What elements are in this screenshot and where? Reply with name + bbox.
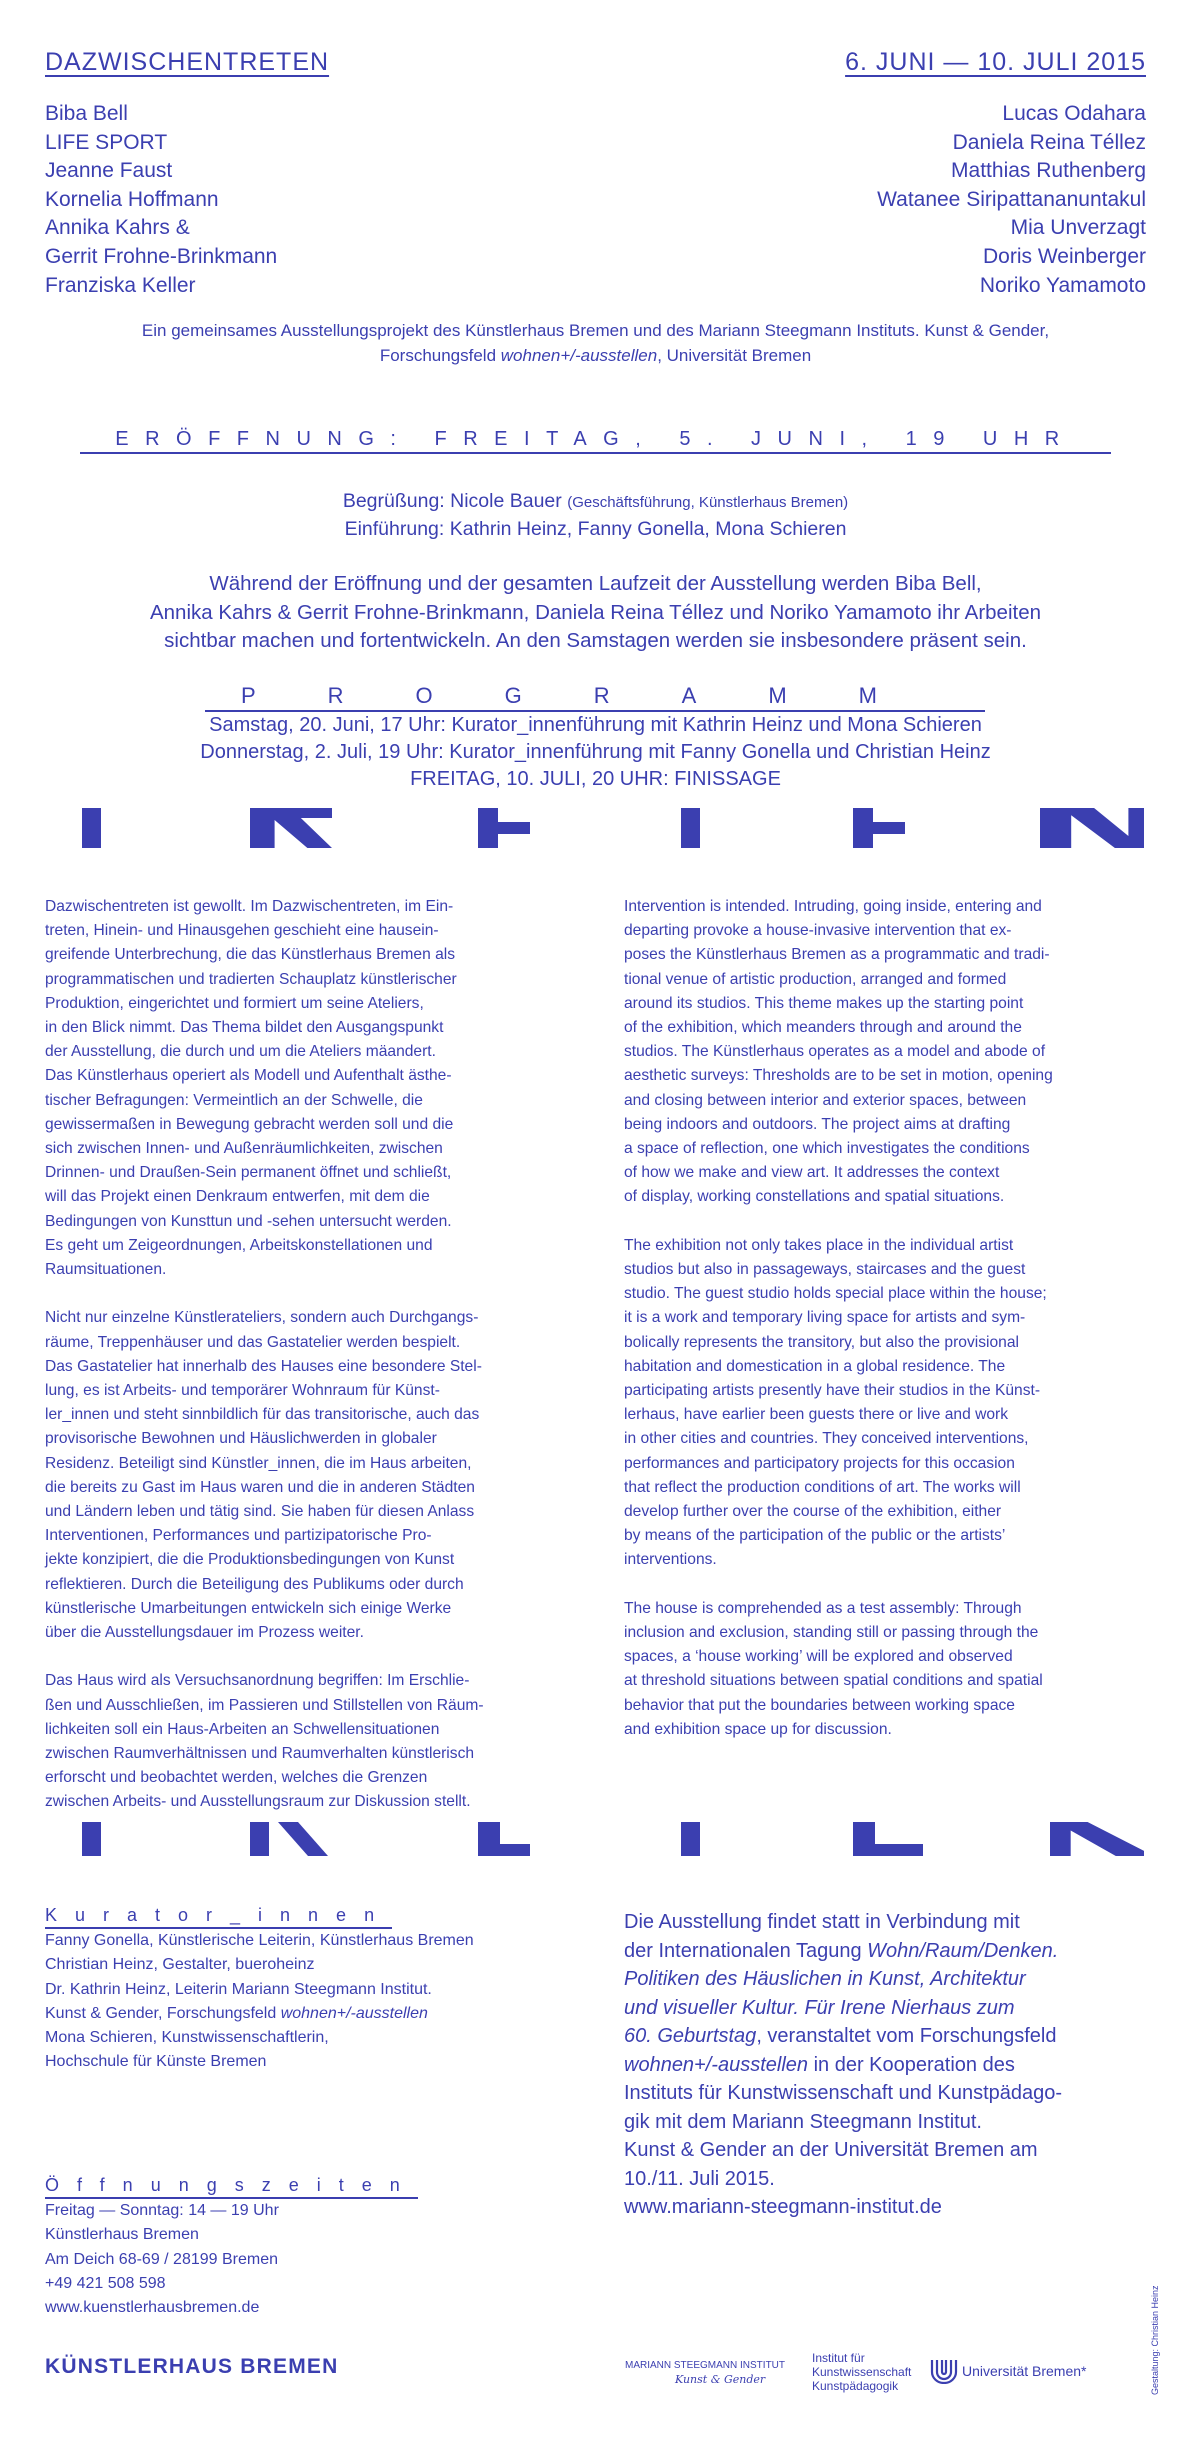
program-item: Donnerstag, 2. Juli, 19 Uhr: Kurator_innenführung mit Fanny Gonella und Christian Heinz xyxy=(200,741,991,763)
venue-phone: +49 421 508 598 xyxy=(45,2274,166,2292)
opening-speakers xyxy=(60,488,1131,543)
artist-list-left xyxy=(45,100,277,300)
artist-name: Watanee Siripattananuntakul xyxy=(877,187,1146,211)
design-credit: Gestaltung: Christian Heinz xyxy=(1150,2285,1160,2395)
university-emblem-icon xyxy=(930,2358,958,2384)
intro-line: Forschungsfeld wohnen+/-ausstellen, Universität Bremen xyxy=(379,346,812,365)
paragraph: Nicht nur einzelne Künstlerateliers, sondern auch Durchgangs- räume, Treppenhäuser und das Gastatelier werden bespielt. Das Gastatelier hat innerhalb des Hauses eine besondere Stel- lung, es ist Arbeits- und temporärer Wohnraum für Künst- ler_innen und steht sinnbildlich für das transitorische, auch das provisorische Bewohnen und Häuslichwerden in globaler Residenz. Beteiligt sind Künstler_innen, die im Haus arbeiten, die bereits zu Gast im Haus waren und die in anderen Städten und Ländern leben und tätig sind. Sie haben für diesen Anlass Interventionen, Performances und partizipatorische Pro- jekte konzipiert, die die Produktionsbedingungen von Kunst reflektieren. Durch die Beteiligung des Publikums oder durch künstlerische Umarbeitungen entwickeln sich einige Werke über die Ausstellungsdauer im Prozess weiter. xyxy=(45,1309,482,1642)
paragraph: The house is comprehended as a test assembly: Through inclusion and exclusion, standing still or passing through the spaces, a ‘house working’ will be explored and observed at threshold situations between spatial conditions and spatial behavior that put the boundaries between working space and exhibition space up for discussion. xyxy=(624,1599,1043,1738)
artist-name: Annika Kahrs & xyxy=(45,216,190,240)
artist-name: Daniela Reina Téllez xyxy=(952,130,1146,154)
text-column-english xyxy=(624,895,1144,1766)
venue-address: Am Deich 68-69 / 28199 Bremen xyxy=(45,2250,279,2268)
welcome-note: (Geschäftsführung, Künstlerhaus Bremen) xyxy=(567,494,849,511)
artist-name: Jeanne Faust xyxy=(45,159,173,183)
project-intro xyxy=(60,318,1131,368)
paragraph: Intervention is intended. Intruding, going inside, entering and departing provoke a house-invasive intervention that ex- poses the Künstlerhaus Bremen as a programmatic and tradi- tional venue of artistic production, arranged and formed around its studios. This theme makes up the starting point of the exhibition, which meanders through and around the studios. The Künstlerhaus operates as a model and abode of aesthetic surveys: Thresholds are to be set in motion, opening and closing between interior and exterior spaces, between being indoors and outdoors. The project aims at drafting a space of reflection, one which investigates the conditions of how we make and view art. It addresses the context of display, working constellations and spatial situations. xyxy=(624,898,1053,1206)
program-heading: PROGRAMM xyxy=(205,683,985,712)
opening-hours-heading: Öffnungszeiten xyxy=(45,2173,418,2199)
university-bremen-logo: Universität Bremen* xyxy=(930,2358,1087,2384)
artist-name: Doris Weinberger xyxy=(982,244,1146,268)
program-item: FREITAG, 10. JULI, 20 UHR: FINISSAGE xyxy=(410,768,781,790)
paragraph: Das Haus wird als Versuchsanordnung begriffen: Im Erschlie- ßen und Ausschließen, im Passieren und Stillstellen von Räum- lichkeiten soll ein Haus-Arbeiten an Schwellensituationen zwischen Raumverhältnissen und Raumverhalten künstlerisch erforscht und beobachtet werden, welches die Grenzen zwischen Arbeits- und Ausstellungsraum zur Diskussion stellt. xyxy=(45,1672,484,1811)
artist-name: Biba Bell xyxy=(45,102,128,125)
opening-heading: ERÖFFNUNG: FREITAG, 5. JUNI, 19 UHR xyxy=(80,428,1111,454)
curators-section xyxy=(45,1903,575,2074)
artist-name: Gerrit Frohne-Brinkmann xyxy=(45,244,278,268)
artist-name: LIFE SPORT xyxy=(45,130,168,154)
institute-logo: Institut für Kunstwissenschaft Kunstpädagogik xyxy=(812,2351,912,2393)
venue-website-link[interactable]: www.kuenstlerhausbremen.de xyxy=(45,2299,260,2317)
paragraph: Dazwischentreten ist gewollt. Im Dazwischentreten, im Ein- treten, Hinein- und Hinausgehen geschieht eine hausein- greifende Unterbrechung, die das Künstlerhaus Bremen als programmatischen und tradierten Schauplatz künstlerischer Produktion, eingerichtet und formiert um seine Ateliers, in den Blick nimmt. Das Thema bildet den Ausgangspunkt der Ausstellung, die durch und um die Ateliers mäandert. Das Künstlerhaus operiert als Modell und Aufenthalt ästhe- tischer Befragungen: Vermeintlich an der Schwelle, die gewissermaßen in Bewegung gebracht werden soll und die sich zwischen Innen- und Außenräumlichkeiten, zwischen Drinnen- und Draußen-Sein permanent öffnet und schließt, will das Projekt einen Denkraum entwerfen, mit dem die Bedingungen von Kunsttun und -sehen untersucht werden. Es geht um Zeigeordnungen, Arbeitskonstellationen und Raumsituationen. xyxy=(45,898,457,1279)
curator-line: Kunst & Gender, Forschungsfeld wohnen+/-ausstellen xyxy=(45,2004,428,2022)
institute-website-link[interactable]: www.mariann-steegmann-institut.de xyxy=(624,2196,942,2218)
artist-presence-note: Während der Eröffnung und der gesamten Laufzeit der Ausstellung werden Biba Bell, Annika Kahrs & Gerrit Frohne-Brinkmann, Daniela Reina Téllez und Noriko Yamamoto ihr Arbeiten sichtbar machen und fortentwickeln. An den Samstagen werden sie insbesondere präsent sein. xyxy=(149,572,1042,652)
mariann-steegmann-logo: MARIANN STEEGMANN INSTITUT Kunst & Gender xyxy=(625,2360,786,2386)
curator-line: Christian Heinz, Gestalter, bueroheinz xyxy=(45,1956,315,1974)
program-list xyxy=(60,712,1131,793)
introduction-line: Einführung: Kathrin Heinz, Fanny Gonella, Mona Schieren xyxy=(344,518,847,540)
artist-name: Matthias Ruthenberg xyxy=(951,159,1146,183)
artist-list-right xyxy=(877,100,1146,300)
curators-heading: Kurator_innen xyxy=(45,1903,392,1929)
curator-line: Hochschule für Künste Bremen xyxy=(45,2053,267,2071)
curator-line: Mona Schieren, Kunstwissenschaftlerin, xyxy=(45,2029,329,2047)
text-column-german xyxy=(45,895,585,1839)
opening-hours-section xyxy=(45,2173,575,2320)
curator-line: Dr. Kathrin Heinz, Leiterin Mariann Steegmann Institut. xyxy=(45,1980,432,1998)
program-item: Samstag, 20. Juni, 17 Uhr: Kurator_innenführung mit Kathrin Heinz und Mona Schieren xyxy=(209,714,982,736)
paragraph: The exhibition not only takes place in the individual artist studios but also in passageways, staircases and the guest studio. The guest studio holds special place within the house; it is a work and temporary living space for artists and sym- bolically represents the transitory, but also the provisional habitation and domestication in a global residence. The participating artists presently have their studios in the Künst- lerhaus, have earlier been guests there or live and work in other cities and countries. They conceived interventions, performances and participatory projects for this occasion that reflect the production conditions of art. The works will develop further over the course of the exhibition, either by means of the participation of the public or the artists’ interventions. xyxy=(624,1236,1047,1569)
artist-name: Lucas Odahara xyxy=(1002,102,1146,125)
kuenstlerhaus-logo: KÜNSTLERHAUS BREMEN xyxy=(45,2355,339,2378)
welcome-line: Begrüßung: Nicole Bauer xyxy=(342,490,562,512)
hours-line: Freitag — Sonntag: 14 — 19 Uhr xyxy=(45,2202,279,2220)
artist-name: Mia Unverzagt xyxy=(1010,216,1146,240)
venue-name: Künstlerhaus Bremen xyxy=(45,2226,199,2244)
curator-line: Fanny Gonella, Künstlerische Leiterin, Künstlerhaus Bremen xyxy=(45,1932,474,1950)
artist-name: Kornelia Hoffmann xyxy=(45,187,219,211)
intro-line: Ein gemeinsames Ausstellungsprojekt des Künstlerhaus Bremen und des Mariann Steegmann Instituts. Kunst & Gender, xyxy=(141,321,1050,340)
artist-name: Franziska Keller xyxy=(45,273,196,297)
conference-note: Die Ausstellung findet statt in Verbindung mit der Internationalen Tagung Wohn/Raum/Denken. Politiken des Häuslichen in Kunst, Architektur und visueller Kultur. Für Irene Nierhaus zum 60. Geburtstag, veranstaltet vom Forschungsfeld wohnen+/-ausstellen in der Kooperation des Instituts für Kunstwissenschaft und Kunstpädago- gik mit dem Mariann Steegmann Institut. Kunst & Gender an der Universität Bremen am 10./11. Juli 2015. www.mariann-steegmann-institut.de xyxy=(624,1908,1164,2222)
artist-name: Noriko Yamamoto xyxy=(979,273,1146,297)
exhibition-dates: 6. JUNI — 10. JULI 2015 xyxy=(845,48,1146,76)
exhibition-title: DAZWISCHENTRETEN xyxy=(45,48,330,76)
